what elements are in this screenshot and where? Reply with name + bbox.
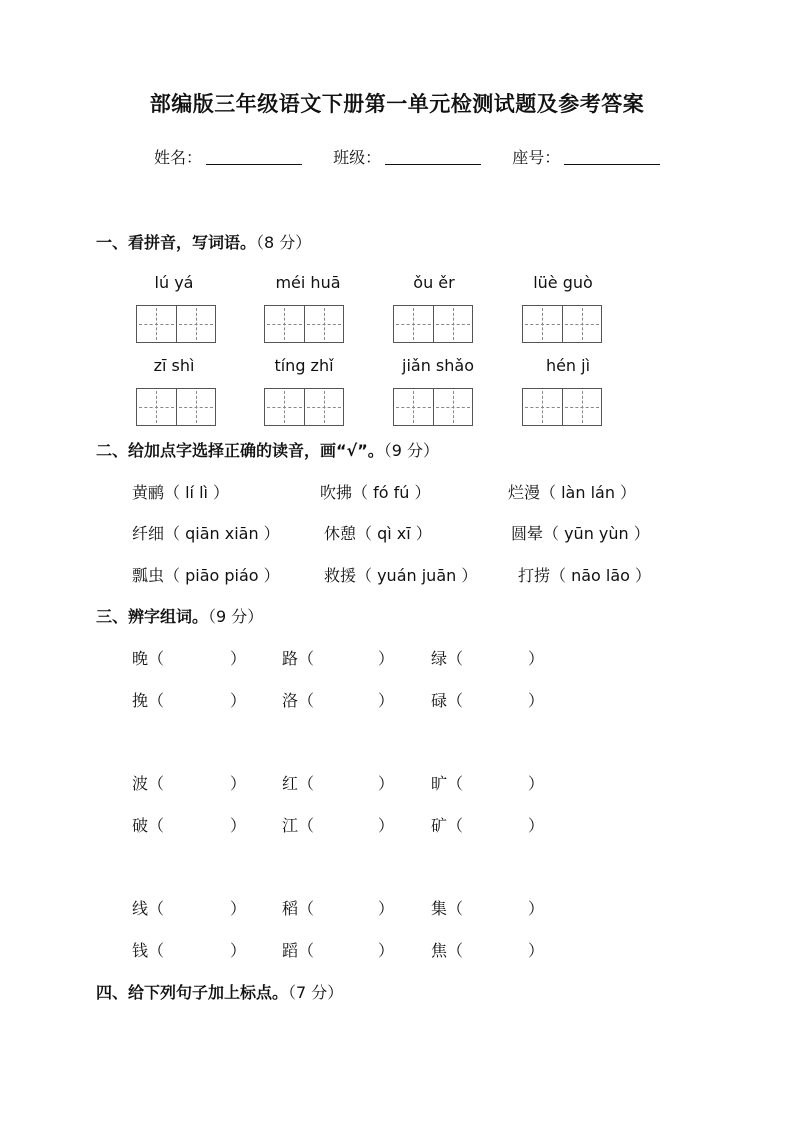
section-4-points: （7 分）	[288, 983, 344, 1002]
section-4-label: 四、给下列句子加上标点。	[96, 983, 289, 1002]
word-group-item[interactable]: 路（	[282, 649, 315, 668]
seat-label: 座号：	[512, 148, 561, 167]
section-3-label: 三、辨字组词。	[96, 607, 209, 626]
word-group-item[interactable]: 晚（	[132, 649, 165, 668]
reading-item[interactable]: 圆晕（ yūn yùn ）	[511, 524, 650, 543]
class-blank[interactable]	[385, 148, 481, 165]
name-field[interactable]	[154, 145, 302, 168]
close-paren: ）	[528, 649, 545, 668]
section-3-points: （9 分）	[208, 607, 264, 626]
writing-grid[interactable]	[522, 388, 602, 426]
word-group-item[interactable]: 洛（	[282, 691, 315, 710]
section-2-label: 二、给加点字选择正确的读音，画“√”。	[96, 441, 384, 460]
close-paren: ）	[230, 649, 247, 668]
word-group-item[interactable]: 挽（	[132, 691, 165, 710]
writing-grid[interactable]	[393, 388, 473, 426]
pinyin-1: lú yá	[154, 273, 194, 292]
close-paren: ）	[230, 774, 247, 793]
reading-item[interactable]: 打捞（ nāo lāo ）	[518, 566, 652, 585]
reading-item[interactable]: 休憩（ qì xī ）	[324, 524, 432, 543]
reading-item[interactable]: 救援（ yuán juān ）	[324, 566, 478, 585]
class-field[interactable]	[333, 145, 481, 168]
student-info-row	[154, 145, 686, 168]
writing-grid[interactable]	[522, 305, 602, 343]
reading-item[interactable]: 吹拂（ fó fú ）	[320, 483, 431, 502]
writing-grid[interactable]	[136, 305, 216, 343]
close-paren: ）	[230, 941, 247, 960]
word-group-item[interactable]: 绿（	[431, 649, 464, 668]
name-label: 姓名：	[154, 148, 203, 167]
close-paren: ）	[528, 691, 545, 710]
class-label: 班级：	[333, 148, 382, 167]
section-1-title	[96, 230, 311, 253]
word-group-item[interactable]: 破（	[132, 816, 165, 835]
section-2-title	[96, 438, 439, 461]
word-group-item[interactable]: 集（	[431, 899, 464, 918]
close-paren: ）	[378, 774, 395, 793]
word-group-item[interactable]: 碌（	[431, 691, 464, 710]
pinyin-4: lüè guò	[533, 273, 593, 292]
seat-field[interactable]	[512, 145, 660, 168]
close-paren: ）	[378, 691, 395, 710]
word-group-item[interactable]: 钱（	[132, 941, 165, 960]
pinyin-8: hén jì	[545, 356, 591, 375]
section-2-points: （9 分）	[383, 441, 439, 460]
close-paren: ）	[378, 649, 395, 668]
writing-grid[interactable]	[393, 305, 473, 343]
close-paren: ）	[230, 899, 247, 918]
reading-item[interactable]: 烂漫（ làn lán ）	[508, 483, 637, 502]
pinyin-2: méi huā	[275, 273, 341, 292]
page-title: 部编版三年级语文下册第一单元检测试题及参考答案	[149, 92, 645, 116]
word-group-item[interactable]: 焦（	[431, 941, 464, 960]
pinyin-6: tíng zhǐ	[274, 356, 334, 375]
pinyin-5: zī shì	[153, 356, 195, 375]
word-group-item[interactable]: 波（	[132, 774, 165, 793]
close-paren: ）	[378, 941, 395, 960]
writing-grid[interactable]	[136, 388, 216, 426]
word-group-item[interactable]: 矿（	[431, 816, 464, 835]
pinyin-7: jiǎn shǎo	[402, 356, 474, 375]
word-group-item[interactable]: 稻（	[282, 899, 315, 918]
section-3-title	[96, 604, 263, 627]
word-group-item[interactable]: 旷（	[431, 774, 464, 793]
section-4-title	[96, 980, 343, 1003]
close-paren: ）	[528, 774, 545, 793]
seat-blank[interactable]	[564, 148, 660, 165]
close-paren: ）	[528, 816, 545, 835]
reading-item[interactable]: 瓢虫（ piāo piáo ）	[132, 566, 280, 585]
name-blank[interactable]	[206, 148, 302, 165]
writing-grid[interactable]	[264, 388, 344, 426]
close-paren: ）	[230, 691, 247, 710]
section-1-points: （8 分）	[256, 233, 312, 252]
pinyin-3: ǒu ěr	[413, 273, 455, 292]
close-paren: ）	[378, 899, 395, 918]
word-group-item[interactable]: 线（	[132, 899, 165, 918]
section-1-label: 一、看拼音，写词语。	[96, 233, 257, 252]
close-paren: ）	[528, 899, 545, 918]
word-group-item[interactable]: 蹈（	[282, 941, 315, 960]
close-paren: ）	[528, 941, 545, 960]
reading-item[interactable]: 黄鹂（ lí lì ）	[132, 483, 230, 502]
reading-item[interactable]: 纤细（ qiān xiān ）	[132, 524, 280, 543]
word-group-item[interactable]: 红（	[282, 774, 315, 793]
close-paren: ）	[230, 816, 247, 835]
close-paren: ）	[378, 816, 395, 835]
word-group-item[interactable]: 江（	[282, 816, 315, 835]
writing-grid[interactable]	[264, 305, 344, 343]
